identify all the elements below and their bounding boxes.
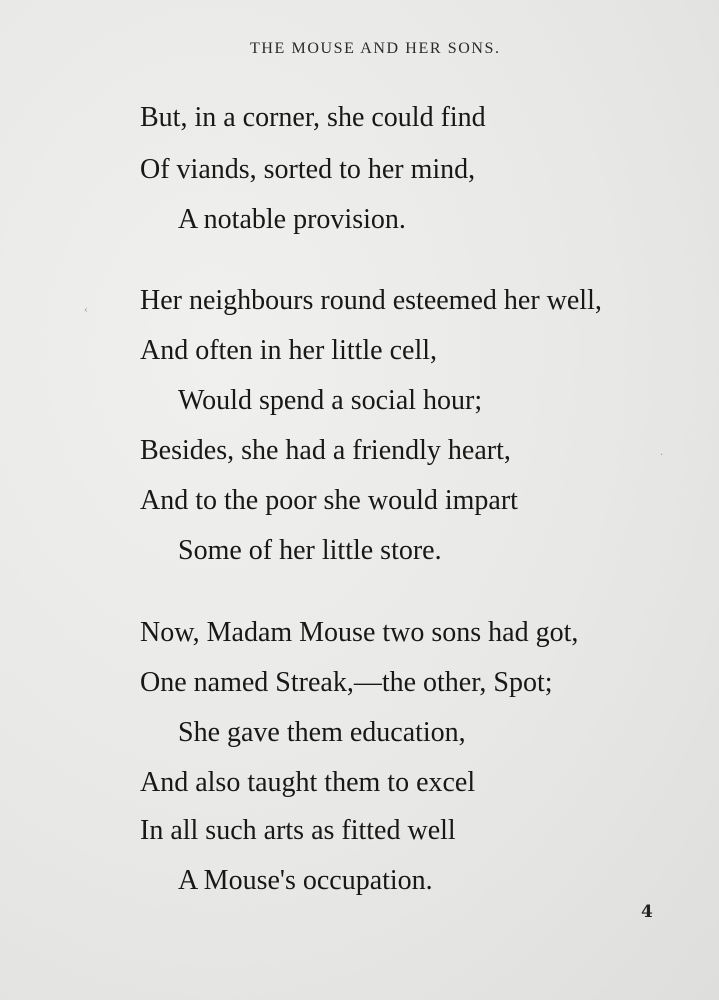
- poem-line-1-1: But, in a corner, she could find: [140, 102, 486, 133]
- poem-line-3-6: A Mouse's occupation.: [178, 865, 433, 896]
- poem-line-3-3: She gave them education,: [178, 717, 466, 748]
- poem-line-2-3: Would spend a social hour;: [178, 385, 483, 416]
- poem-line-3-5: In all such arts as fitted well: [140, 815, 456, 846]
- print-speck: ‹: [84, 305, 88, 316]
- poem-line-2-4: Besides, she had a friendly heart,: [140, 435, 511, 466]
- poem-line-2-2: And often in her little cell,: [140, 335, 438, 366]
- poem-line-1-3: A notable provision.: [178, 204, 406, 235]
- poem-line-2-1: Her neighbours round esteemed her well,: [140, 285, 602, 316]
- poem-line-2-5: And to the poor she would impart: [140, 485, 518, 516]
- running-header: THE MOUSE AND HER SONS.: [250, 40, 501, 57]
- poem-line-3-1: Now, Madam Mouse two sons had got,: [140, 617, 579, 648]
- page-number: 4: [641, 902, 653, 922]
- poem-line-1-2: Of viands, sorted to her mind,: [140, 154, 476, 185]
- poem-line-3-4: And also taught them to excel: [140, 767, 476, 798]
- poem-line-3-2: One named Streak,—the other, Spot;: [140, 667, 553, 698]
- poem-line-2-6: Some of her little store.: [178, 535, 442, 566]
- print-speck: ·: [660, 450, 664, 461]
